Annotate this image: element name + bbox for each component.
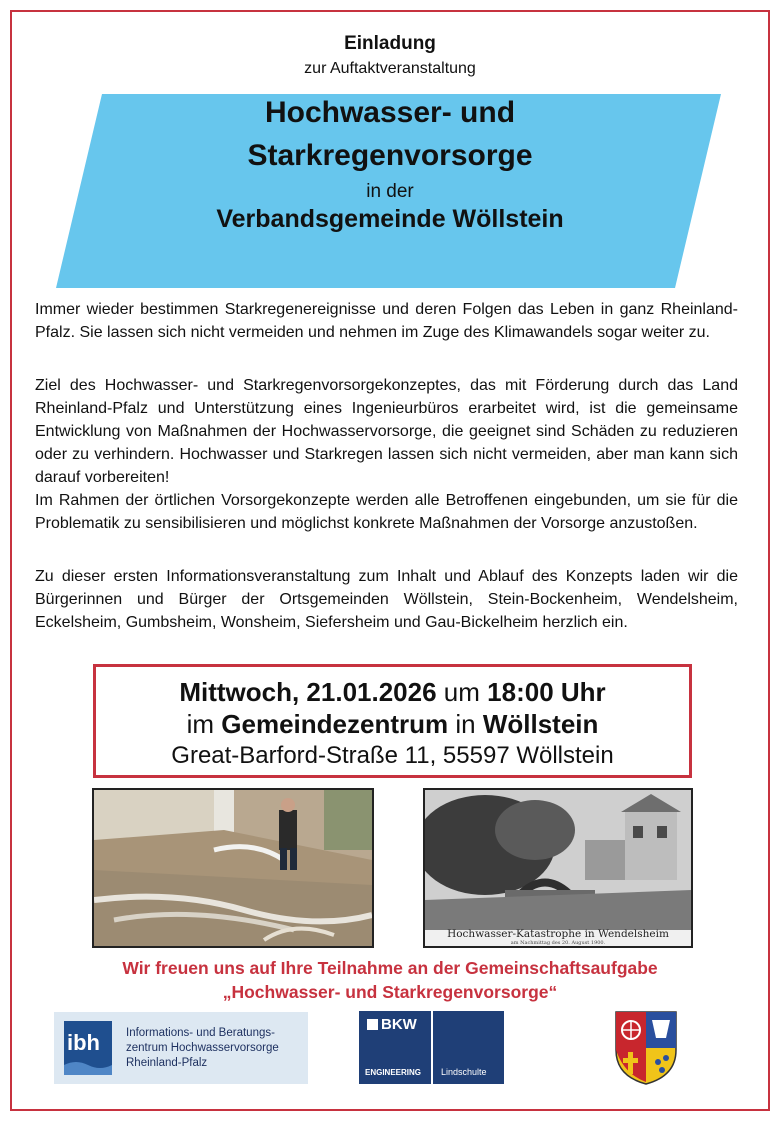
historic-subcaption: am Nachmittag des 20. August 1900. xyxy=(510,940,606,946)
banner-title-line3: Verbandsgemeinde Wöllstein xyxy=(216,205,564,233)
bkw-partner: Lindschulte xyxy=(441,1067,487,1077)
event-address: Great-Barford-Straße 11, 55597 Wöllstein xyxy=(171,742,614,769)
event-venue: Gemeindezentrum xyxy=(221,709,449,739)
event-in: in xyxy=(455,709,476,739)
ibh-line1: Informations- und Beratungs- xyxy=(126,1027,275,1039)
paragraph-2: Ziel des Hochwasser- und Starkregenvorsorgekonzeptes, das mit Förderung durch das Land Rheinland-Pfalz und Unterstützung eines Ingenieurbüros erarbeitet wird, ist die gemeinsame Entwicklung von Maßnahmen der Hochwasservorsorge, die geeignet sind Schäden zu reduzieren oder zu verhindern. Hochwasser und Starkregen lassen sich nicht vermeiden, aber man kann sich darauf vorbereiten! xyxy=(35,377,738,486)
banner-title-line1: Hochwasser- und xyxy=(264,96,516,129)
paragraph-1: Immer wieder bestimmen Starkregenereignisse und deren Folgen das Leben in ganz Rheinland-Pfalz. Sie lassen sich nicht vermeiden und nehmen im Zuge des Klimawandels sogar weiter zu. xyxy=(35,301,738,341)
banner-in-der: in der xyxy=(366,181,414,202)
invite-subheading: zur Auftaktveranstaltung xyxy=(304,60,476,77)
bkw-divider xyxy=(431,1011,433,1084)
invite-heading: Einladung xyxy=(344,33,436,54)
event-box xyxy=(93,664,692,778)
event-date: Mittwoch, 21.01.2026 xyxy=(179,677,437,707)
closing-line1: Wir freuen uns auf Ihre Teilnahme an der Gemeinschaftsaufgabe xyxy=(122,958,658,978)
bkw-name: BKW xyxy=(381,1016,417,1033)
event-time: 18:00 Uhr xyxy=(487,677,606,707)
ibh-line2: zentrum Hochwasservorsorge xyxy=(126,1042,279,1054)
historic-caption: Hochwasser-Katastrophe in Wendelsheim xyxy=(447,928,669,940)
closing-line2: „Hochwasser- und Starkregenvorsorge“ xyxy=(222,982,558,1002)
bkw-engineering: ENGINEERING xyxy=(365,1068,422,1077)
event-town: Wöllstein xyxy=(482,709,599,739)
ibh-logo xyxy=(54,1012,308,1084)
bkw-square-icon xyxy=(367,1019,378,1030)
ibh-description xyxy=(126,1026,279,1071)
ibh-line3: Rheinland-Pfalz xyxy=(126,1057,208,1069)
paragraph-3: Im Rahmen der örtlichen Vorsorgekonzepte werden alle Betroffenen eingebunden, um sie für die Problematik zu sensibilisieren und möglichst konkrete Maßnahmen der Vorsorge anzustoßen. xyxy=(35,492,738,532)
event-um: um xyxy=(443,677,480,707)
coat-of-arms-icon xyxy=(614,1010,678,1086)
flood-photo-modern xyxy=(92,788,374,948)
flood-photo-historic xyxy=(423,788,693,948)
ibh-mark-text: ibh xyxy=(67,1030,100,1055)
bkw-logo xyxy=(359,1011,504,1084)
event-im: im xyxy=(186,709,215,739)
banner-title-line2: Starkregenvorsorge xyxy=(247,139,533,172)
paragraph-4: Zu dieser ersten Informationsveranstaltung zum Inhalt und Ablauf des Konzepts laden wir die Bürgerinnen und Bürger der Ortsgemeinden Wöllstein, Stein-Bockenheim, Wendelsheim, Eckelsheim, Gumbsheim, Wonsheim, Siefersheim und Gau-Bickelheim herzlich ein. xyxy=(35,568,738,631)
